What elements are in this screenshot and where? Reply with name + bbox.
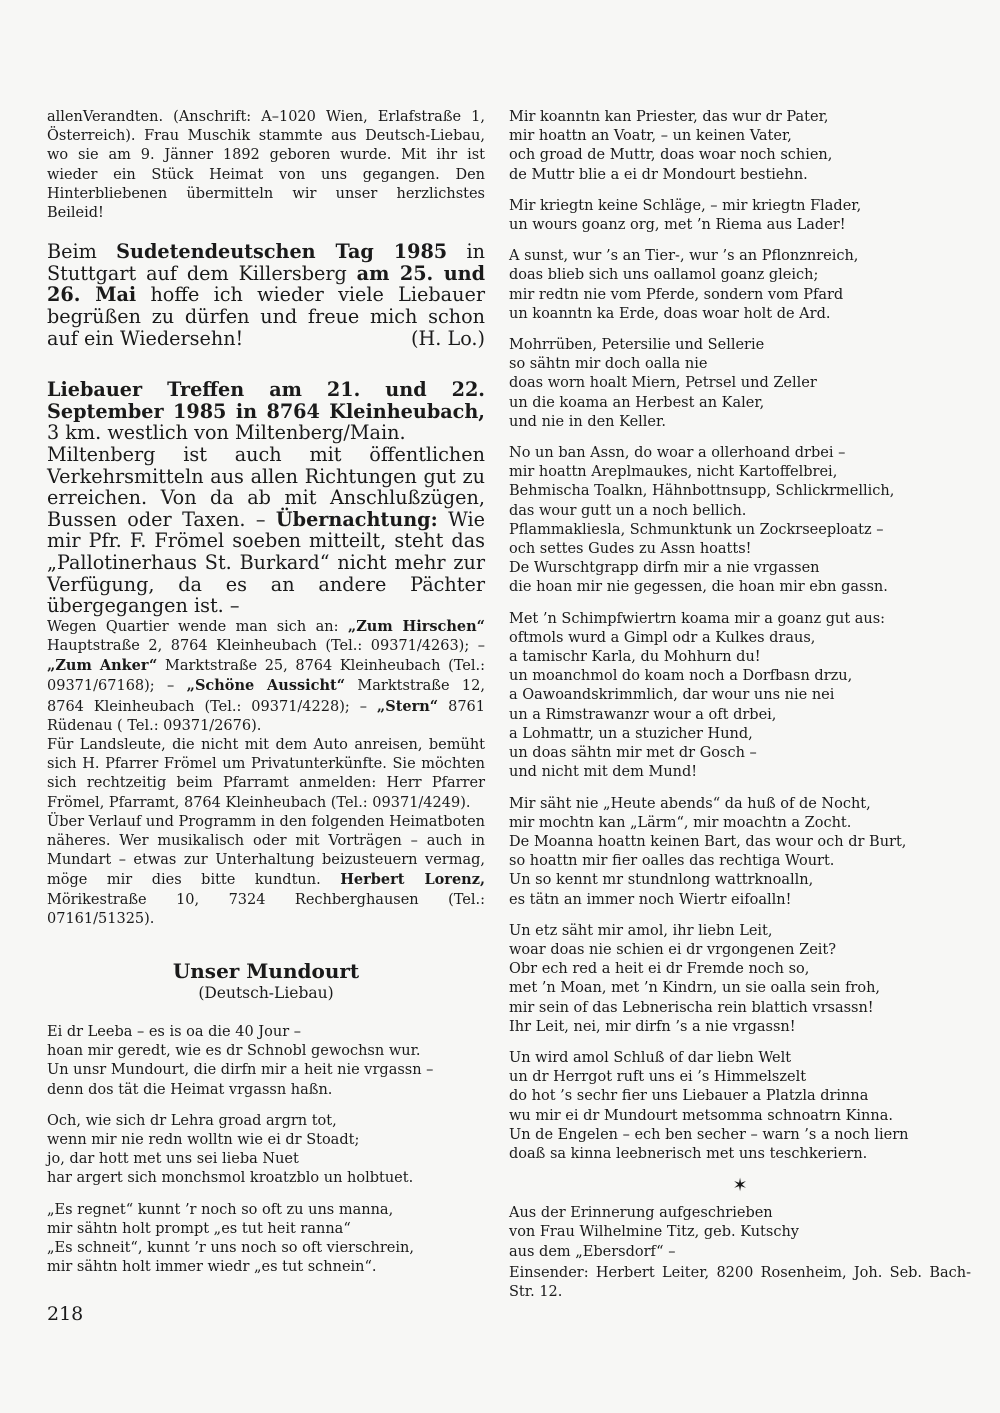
credit-line: aus dem „Ebersdorf“ – (509, 1243, 676, 1260)
bold-span: am 25. und 26. Mai (47, 261, 486, 307)
verse-line: so hoattn mir fier oalles das rechtiga Wourt. (509, 853, 835, 870)
verse-line: so sähtn mir doch oalla nie (509, 356, 708, 373)
verse-line: un wours goanz org, met ’n Riema aus Lader! (509, 217, 846, 234)
verse-line: met ’n Moan, met ’n Kindrn, un sie oalla sein froh, (509, 980, 881, 997)
bold-span: „Zum Hirschen“ (347, 617, 485, 635)
verse-line: Met ’n Schimpfwiertrn koama mir a goanz gut aus: (509, 610, 886, 627)
verse-line: woar doas nie schien ei dr vrgongenen Zeit? (509, 941, 837, 958)
text-span: Mörikestraße 10, 7324 Rechberghausen (Tel.: 07161/51325). (47, 891, 485, 927)
verse-line: Un so kennt mr stundnlong wattrknoalln, (509, 872, 814, 889)
credit-line: Aus der Erinnerung aufgeschrieben (509, 1205, 773, 1222)
verse-line: mir mochtn kan „Lärm“, mir moachtn a Zocht. (509, 814, 852, 831)
verse-line: oftmols wurd a Gimpl odr a Kulkes draus, (509, 629, 816, 646)
verse-line: un die koama an Herbest an Kaler, (509, 394, 765, 411)
bold-span: „Stern“ (376, 697, 439, 715)
verse-line: das wour gutt un a noch bellich. (509, 502, 747, 519)
stanza (509, 336, 971, 432)
verse-line: a Oawoandskrimmlich, dar wour uns nie nei (509, 687, 835, 704)
sudetentag-paragraph (47, 241, 485, 349)
verse-line: doas blieb sich uns oallamol goanz gleich; (509, 267, 819, 284)
verse-line: do hot ’s sechr fier uns Liebauer a Platzla drinna (509, 1088, 869, 1105)
page-number: 218 (47, 1303, 84, 1325)
verse-line: un a Rimstrawanzr wour a oft drbei, (509, 706, 777, 723)
text-span: Beim (47, 240, 117, 264)
landsleute-paragraph: Für Landsleute, die nicht mit dem Auto anreisen, bemüht sich H. Pfarrer Frömel um Privatunterkünfte. Sie möchten sich rechtzeitig beim Pfarramt anmelden: Herr Pfarrer Frömel, Pfarramt, 8764 Kleinheubach (Tel.: 09371/4249). (47, 736, 485, 811)
stanza (509, 1049, 971, 1164)
treffen-paragraph (47, 444, 485, 617)
verse-line: un dr Herrgot ruft uns ei ’s Himmelszelt (509, 1069, 807, 1086)
verse-line: denn dos tät die Heimat vrgassn haßn. (47, 1081, 333, 1098)
verse-line: Un etz säht mir amol, ihr liebn Leit, (509, 922, 773, 939)
stanza (47, 1023, 485, 1100)
verse-line: mir redtn nie vom Pferde, sondern vom Pfard (509, 286, 844, 303)
stanza (509, 247, 971, 324)
left-column (47, 108, 485, 1289)
verse-line: wenn mir nie redn wolltn wie ei dr Stoadt; (47, 1131, 360, 1148)
bold-span: Herbert Lorenz, (340, 871, 485, 889)
verse-line: es tätn an immer noch Wiertr eifoalln! (509, 891, 792, 908)
verse-line: Behmischa Toalkn, Hähnbottnsupp, Schlickrmellich, (509, 483, 895, 500)
quartier-paragraph (47, 617, 485, 736)
poem-left (47, 1023, 485, 1277)
text-span: Marktstraße 12, 8764 Kleinheubach (Tel.: 09371/4228); – (47, 678, 485, 715)
verse-line: a Lohmattr, un a stuzicher Hund, (509, 725, 753, 742)
verse-line: hoan mir geredt, wie es dr Schnobl gewochsn wur. (47, 1043, 421, 1060)
verse-line: mir hoattn an Voatr, – un keinen Vater, (509, 128, 792, 145)
verse-line: mir sein of das Lebnerischa rein blattich vrsassn! (509, 999, 874, 1016)
stanza (47, 1201, 485, 1278)
bold-span: Übernachtung: (275, 507, 438, 531)
asterisk-divider-icon: ✶ (732, 1175, 748, 1197)
verse-line: De Moanna hoattn keinen Bart, das wour och dr Burt, (509, 833, 907, 850)
verse-line: und nicht mit dem Mund! (509, 764, 698, 781)
text-span: Marktstraße 25, 8764 Kleinheubach (Tel.: 09371/67168); – (47, 658, 485, 695)
verse-line: och settes Gudes zu Assn hoatts! (509, 541, 752, 558)
verse-line: un koanntn ka Erde, doas woar holt de Ard. (509, 305, 831, 322)
text-span: in Stuttgart auf dem Killersberg (47, 240, 486, 285)
verse-line: Mohrrüben, Petersilie und Sellerie (509, 337, 765, 354)
verse-line: und nie in den Keller. (509, 413, 666, 430)
verse-line: Ei dr Leeba – es is oa die 40 Jour – (47, 1023, 301, 1040)
stanza (509, 922, 971, 1037)
verse-line: un doas sähtn mir met dr Gosch – (509, 745, 757, 762)
verse-line: mir sähtn holt prompt „es tut heit ranna“ (47, 1220, 351, 1237)
verse-line: Mir säht nie „Heute abends“ da huß of de Nocht, (509, 795, 871, 812)
sender-line: Einsender: Herbert Leiter, 8200 Rosenheim, Joh. Seb. Bach-Str. 12. (509, 1264, 971, 1300)
stanza (509, 610, 971, 783)
right-column (509, 108, 971, 1302)
verse-line: „Es regnet“ kunnt ’r noch so oft zu uns manna, (47, 1201, 394, 1218)
verse-line: jo, dar hott met uns sei lieba Nuet (47, 1151, 299, 1168)
bold-span: Sudetendeutschen Tag 1985 (116, 240, 448, 264)
verse-line: Un de Engelen – ech ben secher – warn ’s a noch liern (509, 1126, 909, 1143)
verse-line: No un ban Assn, do woar a ollerhoand drbei – (509, 445, 846, 462)
verse-line: Mir kriegtn keine Schläge, – mir kriegtn Flader, (509, 197, 862, 214)
verse-line: doaß sa kinna leebnerisch met uns teschkeriern. (509, 1145, 868, 1162)
verse-line: die hoan mir nie gegessen, die hoan mir ebn gassn. (509, 579, 888, 596)
text-span: Wegen Quartier wende man sich an: (47, 618, 348, 635)
stanza (509, 444, 971, 598)
verlauf-paragraph (47, 813, 485, 929)
stanza (47, 1112, 485, 1189)
stanza (509, 197, 971, 235)
verse-line: mir sähtn holt immer wiedr „es tut schnein“. (47, 1259, 377, 1276)
obituary-paragraph: allenVerandten. (Anschrift: A–1020 Wien, Erlafstraße 1, Österreich). Frau Muschik stammte aus Deutsch-Liebau, wo sie am 9. Jänner 1892 geboren wurde. Mit ihr ist wieder ein Stück Heimat von uns gegangen. Den Hinterbliebenen übermitteln wir unser herzlichstes Beileid! (47, 109, 485, 222)
verse-line: Och, wie sich dr Lehra groad argrn tot, (47, 1112, 337, 1129)
treffen-heading: Liebauer Treffen am 21. und 22. September 1985 in 8764 Kleinheubach, (47, 378, 485, 423)
verse-line: „Es schneit“, kunnt ’r uns noch so oft vierschrein, (47, 1240, 414, 1256)
poem-title: Unser Mundourt (172, 958, 360, 983)
text-span: 3 km. westlich von Miltenberg/Main. (47, 421, 406, 445)
text-span: Hauptstraße 2, 8764 Kleinheubach (Tel.: 09371/4263); – (47, 637, 485, 654)
verse-line: wu mir ei dr Mundourt metsomma schnoatrn Kinna. (509, 1107, 893, 1124)
verse-line: Mir koanntn kan Priester, das wur dr Pater, (509, 109, 829, 125)
stanza (509, 108, 971, 185)
verse-line: De Wurschtgrapp dirfn mir a nie vrgassen (509, 560, 820, 577)
bold-span: „Schöne Aussicht“ (186, 677, 346, 695)
text-span: Über Verlauf und Programm in den folgenden Heimatboten näheres. Wer musikalisch oder mit Vorträgen – auch in Mundart – etwas zur Unterhaltung beizusteuern vermag, möge mir dies bitte kundtun. (47, 813, 485, 889)
verse-line: och groad de Muttr, doas woar noch schien, (509, 147, 833, 164)
verse-line: Un unsr Mundourt, die dirfn mir a heit nie vrgassn – (47, 1062, 434, 1079)
credit-line: von Frau Wilhelmine Titz, geb. Kutschy (509, 1224, 799, 1241)
verse-line: har argert sich monchsmol kroatzblo un holbtuet. (47, 1170, 414, 1187)
verse-line: doas worn hoalt Miern, Petrsel und Zeller (509, 375, 817, 392)
treffen-heading-paragraph (47, 379, 485, 444)
verse-line: Pflammakliesla, Schmunktunk un Zockrseeploatz – (509, 521, 884, 538)
text-span: Wie mir Pfr. F. Frömel soeben mitteilt, steht das „Pallotinerhaus St. Burkard“ nicht mehr zur Verfügung, da es an andere Pächter übergegangen ist. – (47, 507, 485, 618)
verse-line: de Muttr blie a ei dr Mondourt bestiehn. (509, 166, 808, 183)
verse-line: a tamischr Karla, du Mohhurn du! (509, 649, 761, 666)
text-span: hoffe ich wieder viele Liebauer begrüßen zu dürfen und freue mich schon auf ein Wiedersehn! (47, 283, 485, 350)
text-span: 8761 Rüdenau ( Tel.: 09371/2676). (47, 698, 485, 734)
poem-subtitle: (Deutsch-Liebau) (198, 983, 334, 1002)
verse-line: A sunst, wur ’s an Tier-, wur ’s an Pflonznreich, (509, 248, 859, 265)
signature: (H. Lo.) (411, 326, 485, 350)
verse-line: mir hoattn Areplmaukes, nicht Kartoffelbrei, (509, 464, 838, 481)
text-span: Miltenberg ist auch mit öffentlichen Verkehrsmitteln aus allen Richtungen gut zu erreichen. Von da ab mit Anschlußzügen, Bussen oder Taxen. – (47, 442, 485, 531)
verse-line: Obr ech red a heit ei dr Fremde noch so, (509, 961, 810, 978)
verse-line: un moanchmol do koam noch a Dorfbasn drzu, (509, 668, 853, 685)
bold-span: „Zum Anker“ (47, 657, 158, 675)
credits (509, 1204, 971, 1262)
stanza (509, 795, 971, 910)
verse-line: Un wird amol Schluß of dar liebn Welt (509, 1049, 792, 1066)
verse-line: Ihr Leit, nei, mir dirfn ’s a nie vrgassn! (509, 1018, 796, 1035)
